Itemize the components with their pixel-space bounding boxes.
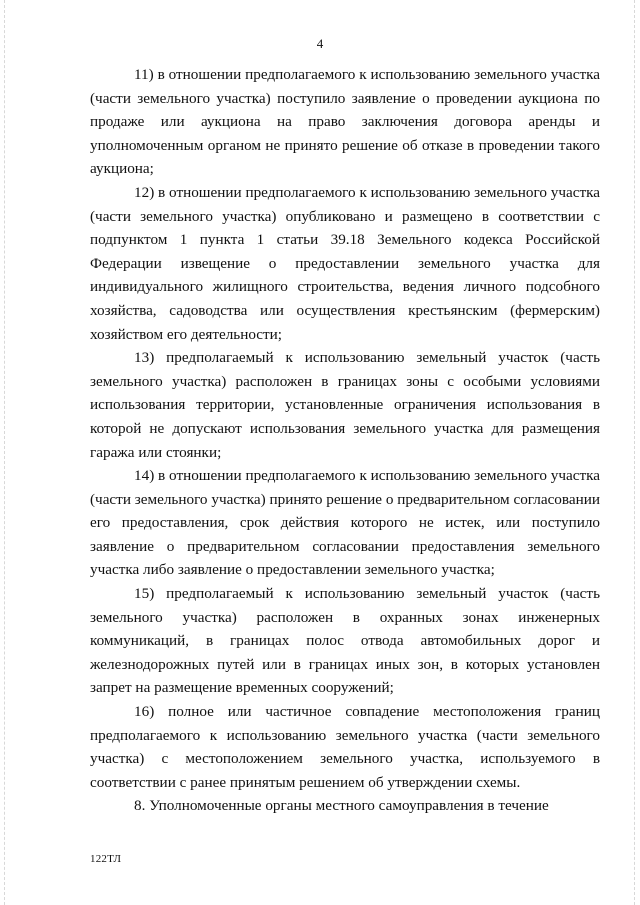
page-number: 4 bbox=[316, 36, 324, 51]
paragraph-item-15: 15) предполагаемый к использованию земельный участок (часть земельного участка) расположен в охранных зонах инженерных коммуникаций, в границах полос отвода автомобильных дорог и железнодорожных путей или в границах иных зон, в которых установлен запрет на размещение временных сооружений; bbox=[90, 585, 600, 697]
paragraph-item-16: 16) полное или частичное совпадение местоположения границ предполагаемого к использованию земельного участка (части земельного участка) с местоположением земельного участка, используемого в соответствии с ранее принятым решением об утверждении схемы. bbox=[90, 703, 600, 791]
paragraph-item-12: 12) в отношении предполагаемого к использованию земельного участка (части земельного участка) опубликовано и размещено в соответствии с подпунктом 1 пункта 1 статьи 39.18 Земельного кодекса Российской Федерации извещение о предоставлении земельного участка для индивидуального жилищного строительства, ведения личного подсобного хозяйства, садоводства или осуществления крестьянским (фермерским) хозяйством его деятельности; bbox=[90, 183, 600, 343]
paragraph-item-14: 14) в отношении предполагаемого к использованию земельного участка (части земельного участка) принято решение о предварительном согласовании его предоставления, срок действия которого не истек, или поступило заявление о предварительном согласовании предоставления земельного участка либо заявление о предоставлении земельного участка; bbox=[90, 467, 600, 579]
scan-edge-left bbox=[4, 0, 6, 905]
paragraph-item-11: 11) в отношении предполагаемого к использованию земельного участка (части земельного участка) поступило заявление о проведении аукциона по продаже или аукциона на право заключения договора аренды и уполномоченным органом не принято решение об отказе в проведении такого аукциона; bbox=[90, 66, 600, 178]
document-code: 122ТЛ bbox=[90, 853, 122, 865]
document-body bbox=[90, 63, 600, 818]
scan-edge-right bbox=[634, 0, 636, 905]
paragraph-item-13: 13) предполагаемый к использованию земельный участок (часть земельного участка) расположен в границах зоны с особыми условиями использования территории, установленные ограничения использования в которой не допускают использования земельного участка для размещения гаража или стоянки; bbox=[90, 349, 600, 461]
paragraph-section-8: 8. Уполномоченные органы местного самоуправления в течение bbox=[134, 797, 549, 815]
